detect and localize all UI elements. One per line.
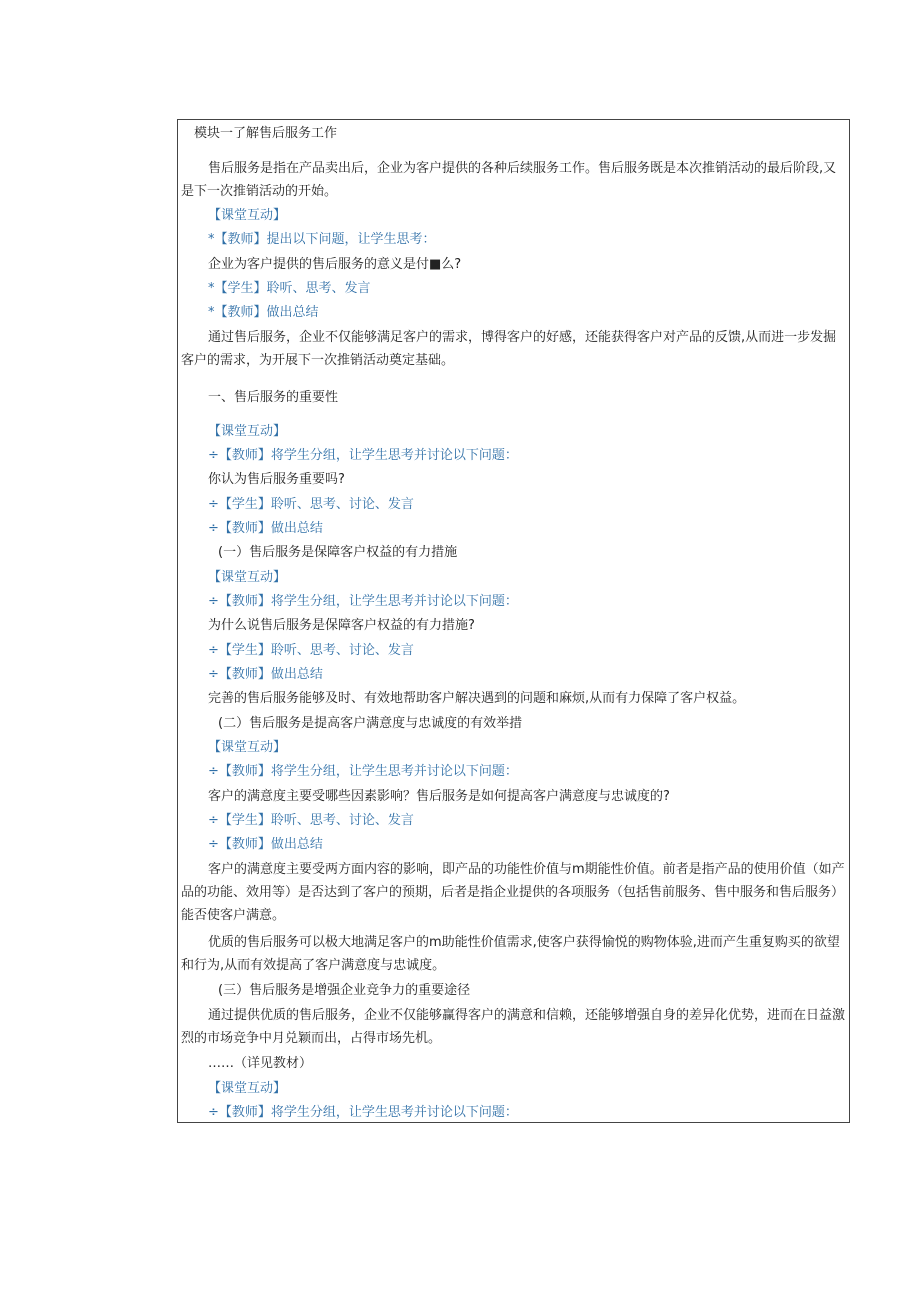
conclusion-4b: 优质的售后服务可以极大地满足客户的m助能性价值需求,使客户获得愉悦的购物体验,进而产生重复购买的欲望和行为,从而有效提高了客户满意度与忠诚度。 (181, 935, 840, 973)
teacher-prompt-3: ÷【教师】将学生分组，让学生思考并讨论以下问题： (208, 594, 518, 609)
student-activity-3: ÷【学生】聆听、思考、讨论、发言 (208, 643, 414, 658)
intro-paragraph: 售后服务是指在产品卖出后，企业为客户提供的各种后续服务工作。售后服务既是本次推销活动的最后阶段,又是下一次推销活动的开始。 (181, 161, 837, 199)
question-3: 为什么说售后服务是保障客户权益的有力措施? (208, 618, 475, 633)
question-4: 客户的满意度主要受哪些因素影响？售后服务是如何提高客户满意度与忠诚度的? (208, 789, 670, 804)
student-activity-1: *【学生】聆听、思考、发言 (208, 281, 371, 296)
teacher-prompt-4: ÷【教师】将学生分组，让学生思考并讨论以下问题： (208, 764, 518, 779)
teacher-summary-1: *【教师】做出总结 (208, 305, 319, 320)
subheading-1: (一）售后服务是保障客户权益的有力措施 (218, 545, 458, 560)
see-textbook-note: ……（详见教材） (208, 1056, 313, 1071)
module-title: 模块一了解售后服务工作 (194, 126, 338, 141)
teacher-summary-3: ÷【教师】做出总结 (208, 667, 323, 682)
interact-label-2: 【课堂互动】 (208, 424, 287, 439)
subheading-2: (二）售后服务是提高客户满意度与忠诚度的有效举措 (218, 716, 523, 731)
conclusion-3: 完善的售后服务能够及时、有效地帮助客户解决遇到的问题和麻烦,从而有力保障了客户权益。 (208, 691, 746, 706)
subheading-3: (三）售后服务是增强企业竞争力的重要途径 (218, 983, 471, 998)
student-activity-2: ÷【学生】聆听、思考、讨论、发言 (208, 497, 414, 512)
interact-label-5: 【课堂互动】 (208, 1081, 287, 1096)
teacher-summary-4: ÷【教师】做出总结 (208, 837, 323, 852)
section-heading-1: 一、售后服务的重要性 (208, 390, 339, 405)
conclusion-1: 通过售后服务，企业不仅能够满足客户的需求，博得客户的好感，还能获得客户对产品的反馈,从而进一步发掘客户的需求，为开展下一次推销活动奠定基础。 (181, 330, 837, 368)
teacher-prompt-5: ÷【教师】将学生分组，让学生思考并讨论以下问题： (208, 1105, 518, 1120)
conclusion-5: 通过提供优质的售后服务，企业不仅能够赢得客户的满意和信赖，还能够增强自身的差异化优势，进而在日益激烈的市场竞争中月兑颖而出，占得市场先机。 (181, 1008, 846, 1046)
interact-label-4: 【课堂互动】 (208, 740, 287, 755)
student-activity-4: ÷【学生】聆听、思考、讨论、发言 (208, 813, 414, 828)
teacher-prompt-2: ÷【教师】将学生分组，让学生思考并讨论以下问题： (208, 448, 518, 463)
question-1: 企业为客户提供的售后服务的意义是付■么? (208, 257, 462, 272)
teacher-prompt-1: *【教师】提出以下问题，让学生思考： (208, 232, 436, 247)
teacher-summary-2: ÷【教师】做出总结 (208, 521, 323, 536)
interact-label-1: 【课堂互动】 (208, 208, 287, 223)
interact-label-3: 【课堂互动】 (208, 570, 287, 585)
question-2: 你认为售后服务重要吗? (208, 472, 345, 487)
conclusion-4a: 客户的满意度主要受两方面内容的影响，即产品的功能性价值与m期能性价值。前者是指产品的使用价值（如产品的功能、效用等）是否达到了客户的预期，后者是指企业提供的各项服务（包括售前服务、售中服务和售后服务）能否使客户满意。 (181, 862, 845, 923)
